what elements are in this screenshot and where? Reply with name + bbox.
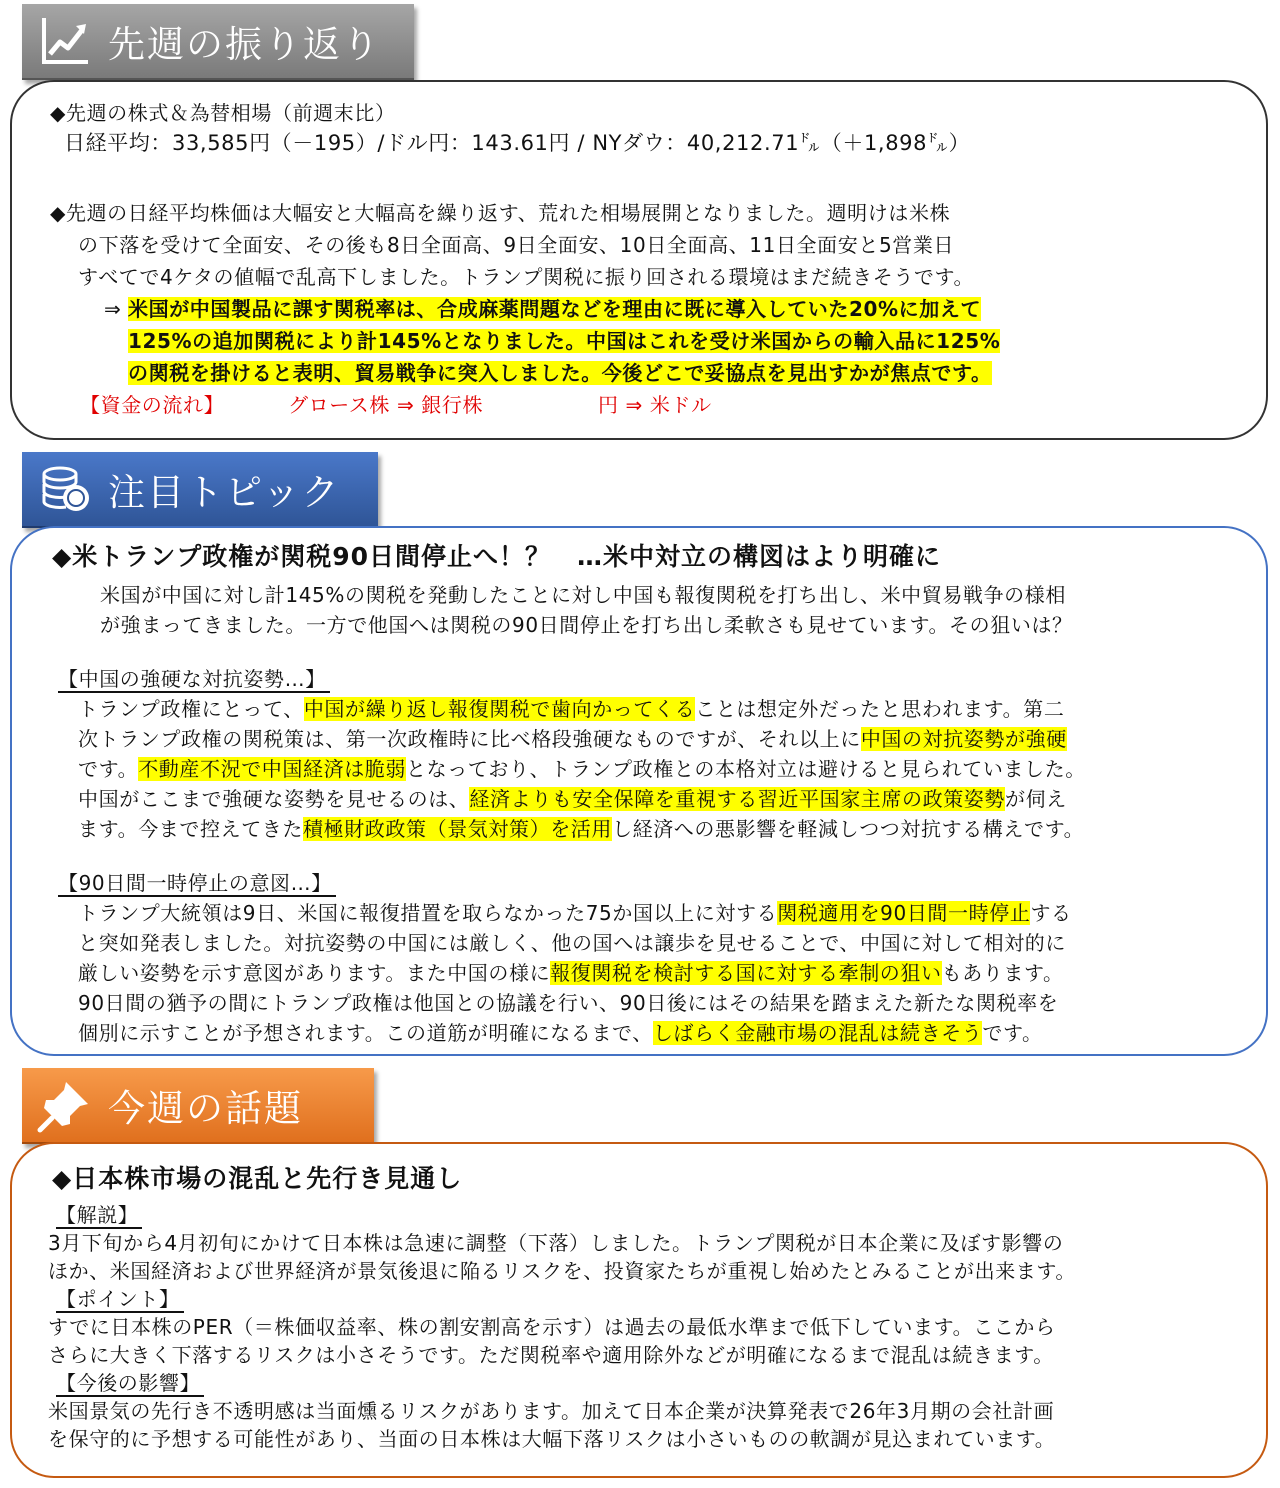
- coins-icon: [36, 460, 94, 518]
- highlight-line: の関税を掛けると表明、貿易戦争に突入しました。今後どこで妥協点を見出すかが焦点です。: [128, 361, 992, 385]
- body-line: 厳しい姿勢を示す意図があります。また中国の様に報復関税を検討する国に対する牽制の狙いもあります。: [78, 961, 1064, 985]
- body-line: を保守的に予想する可能性があり、当面の日本株は大幅下落リスクは小さいものの軟調が見込まれています。: [48, 1427, 1056, 1451]
- body-line: トランプ大統領は9日、米国に報復措置を取らなかった75か国以上に対する関税適用を90日間一時停止する: [78, 901, 1072, 925]
- summary-line: の下落を受けて全面安、その後も8日全面高、9日全面安、10日全面高、11日全面安と5営業日: [78, 233, 955, 257]
- body-line: ほか、米国経済および世界経済が景気後退に陥るリスクを、投資家たちが重視し始めたとみることが出来ます。: [48, 1259, 1076, 1283]
- body-line: と突如発表しました。対抗姿勢の中国には厳しく、他の国へは譲歩を見せることで、中国に対して相対的に: [78, 931, 1066, 955]
- summary-line: すべてで4ケタの値幅で乱高下しました。トランプ関税に振り回される環境はまだ続きそうです。: [78, 265, 975, 289]
- fund-flow-label: 【資金の流れ】: [80, 393, 225, 417]
- body-line: トランプ政権にとって、中国が繰り返し報復関税で歯向かってくることは想定外だったと思われます。第二: [78, 697, 1065, 721]
- subsection-label: 【90日間一時停止の意図…】: [58, 868, 336, 898]
- subsection-label: 【今後の影響】: [56, 1368, 204, 1398]
- body-line: 次トランプ政権の関税策は、第一次政権時に比べ格段強硬なものですが、それ以上に中国の対抗姿勢が強硬: [78, 727, 1067, 751]
- fund-flow-stocks: グロース株 ⇒ 銀行株: [288, 393, 484, 417]
- market-values: 日経平均：33,585円（－195）/ドル円：143.61円 / NYダウ：40,212.71㌦（＋1,898㌦）: [64, 131, 971, 155]
- featured-topic-box: [10, 526, 1268, 1056]
- intro-line: が強まってきました。一方で他国へは関税の90日間停止を打ち出し柔軟さも見せています。その狙いは？: [100, 613, 1073, 637]
- body-line: 3月下旬から4月初旬にかけて日本株は急速に調整（下落）しました。トランプ関税が日本企業に及ぼす影響の: [48, 1231, 1064, 1255]
- summary-line: ◆先週の日経平均株価は大幅安と大幅高を繰り返す、荒れた相場展開となりました。週明けは米株: [50, 201, 951, 225]
- section-header-this-week: [22, 1068, 374, 1144]
- body-line: ます。今まで控えてきた積極財政政策（景気対策）を活用し経済への悪影響を軽減しつつ対抗する構えです。: [78, 817, 1085, 841]
- this-week-topic-box: [10, 1142, 1268, 1478]
- arrow-mark: ⇒: [104, 297, 122, 321]
- body-line: 中国がここまで強硬な姿勢を見せるのは、経済よりも安全保障を重視する習近平国家主席の政策姿勢が伺え: [78, 787, 1067, 811]
- body-line: 米国景気の先行き不透明感は当面燻るリスクがあります。加えて日本企業が決算発表で26年3月期の会社計画: [48, 1399, 1055, 1423]
- section-title: 注目トピック: [108, 471, 341, 514]
- section-title: 今週の話題: [108, 1087, 303, 1130]
- highlight-line: 米国が中国製品に課す関税率は、合成麻薬問題などを理由に既に導入していた20%に加えて: [128, 297, 982, 321]
- body-line: 個別に示すことが予想されます。この道筋が明確になるまで、しばらく金融市場の混乱は続きそうです。: [78, 1021, 1043, 1045]
- pushpin-icon: [36, 1076, 94, 1134]
- last-week-review-box: [10, 80, 1268, 440]
- body-line: さらに大きく下落するリスクは小さそうです。ただ関税率や適用除外などが明確になるまで混乱は続きます。: [48, 1343, 1054, 1367]
- topic-heading: ◆日本株市場の混乱と先行き見通し: [52, 1164, 463, 1193]
- highlight-line: 125%の追加関税により計145%となりました。中国はこれを受け米国からの輸入品に125%: [128, 329, 1001, 353]
- intro-line: 米国が中国に対し計145%の関税を発動したことに対し中国も報復関税を打ち出し、米中貿易戦争の様相: [100, 583, 1066, 607]
- fund-flow-currency: 円 ⇒ 米ドル: [598, 393, 712, 417]
- body-line: です。不動産不況で中国経済は脆弱となっており、トランプ政権との本格対立は避けると見られていました。: [78, 757, 1086, 781]
- section-title: 先週の振り返り: [108, 23, 381, 66]
- section-header-last-week: [22, 4, 414, 80]
- subsection-label: 【解説】: [56, 1200, 142, 1230]
- subsection-label: 【ポイント】: [56, 1284, 184, 1314]
- section-header-featured-topic: [22, 452, 378, 528]
- topic-heading: ◆米トランプ政権が関税90日間停止へ！？ …米中対立の構図はより明確に: [52, 542, 942, 571]
- body-line: 90日間の猶予の間にトランプ政権は他国との協議を行い、90日後にはその結果を踏まえた新たな関税率を: [78, 991, 1059, 1015]
- market-heading: ◆先週の株式＆為替相場（前週末比）: [50, 101, 396, 125]
- subsection-label: 【中国の強硬な対抗姿勢…】: [58, 664, 330, 694]
- body-line: すでに日本株のPER（＝株価収益率、株の割安割高を示す）は過去の最低水準まで低下しています。ここから: [48, 1315, 1056, 1339]
- chart-trend-icon: [36, 12, 94, 70]
